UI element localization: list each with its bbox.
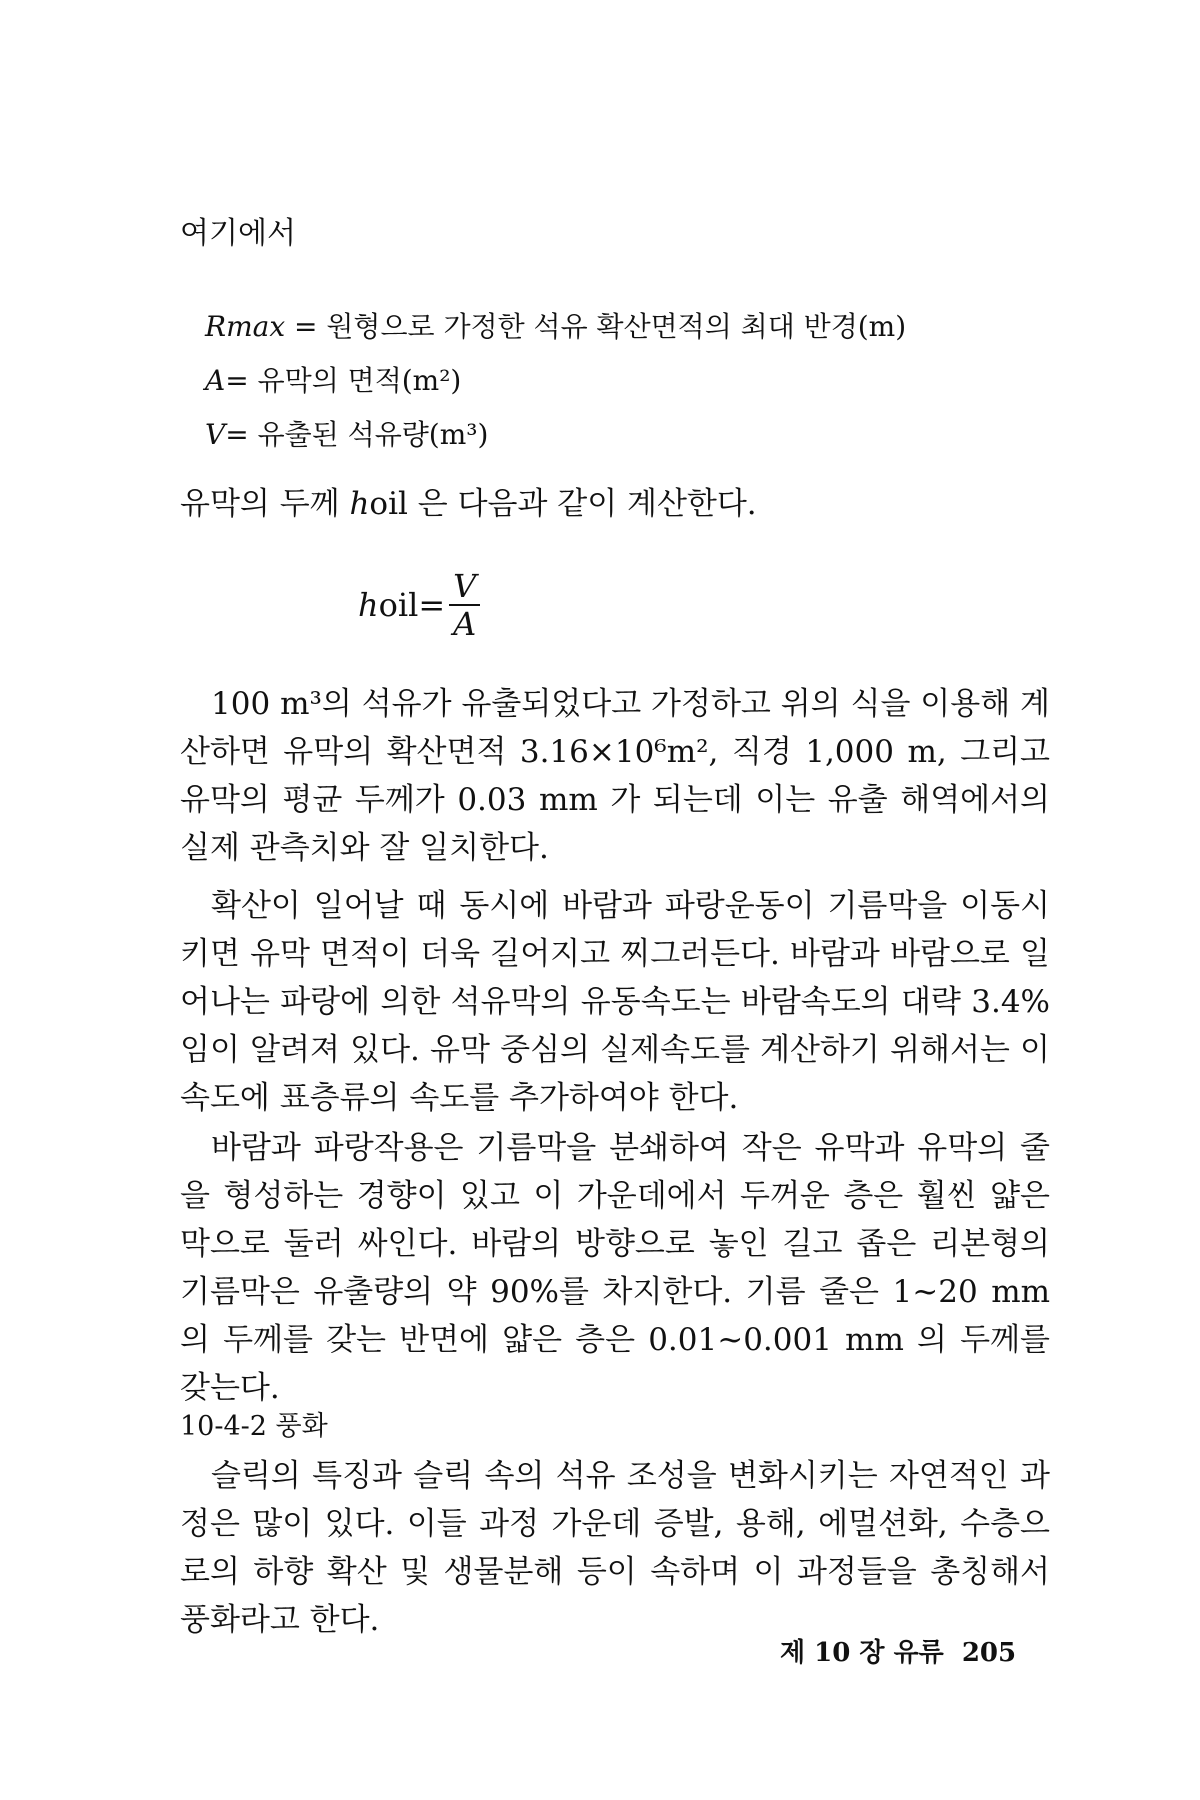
definition-symbol: Rmax	[205, 310, 286, 343]
section-paragraph: 슬릭의 특징과 슬릭 속의 석유 조성을 변화시키는 자연적인 과정은 많이 있다. 이들 과정 가운데 증발, 용해, 에멀션화, 수층으로의 하향 확산 및 생물분해 등이 속하며 이 과정들을 총칭해서 풍화라고 한다.	[180, 1458, 1050, 1638]
definition-text: = 유막의 면적(m²)	[225, 364, 462, 397]
formula-equals: =	[418, 586, 446, 624]
formula-denominator: A	[453, 605, 477, 643]
formula-lhs-var: h	[358, 586, 379, 624]
formula-lhs-rest: oil	[378, 586, 419, 624]
formula-numerator: V	[449, 568, 480, 606]
formula-lead-text	[180, 478, 1050, 523]
lead-text-before: 유막의 두께	[180, 486, 350, 522]
definition-text: = 원형으로 가정한 석유 확산면적의 최대 반경(m)	[285, 310, 907, 343]
paragraph: 100 m³의 석유가 유출되었다고 가정하고 위의 식을 이용해 계산하면 유막의 확산면적 3.16×10⁶m², 직경 1,000 m, 그리고 유막의 평균 두께가 0.03 mm 가 되는데 이는 유출 해역에서의 실제 관측치와 잘 일치한다.	[180, 686, 1050, 866]
definition-text: = 유출된 석유량(m³)	[225, 418, 489, 451]
section-heading: 10-4-2 풍화	[180, 1411, 328, 1442]
definition-list	[205, 300, 1075, 462]
oil-thickness-formula	[358, 568, 480, 642]
page-number: 205	[961, 1638, 1017, 1668]
definition-rmax	[205, 300, 1075, 354]
intro-text: 여기에서	[180, 216, 296, 251]
page-footer	[780, 1632, 1016, 1669]
lead-variable: h	[349, 486, 370, 522]
footer-chapter: 제 10 장 유류	[780, 1638, 944, 1668]
definition-a	[205, 354, 1075, 408]
paragraph: 바람과 파랑작용은 기름막을 분쇄하여 작은 유막과 유막의 줄을 형성하는 경향이 있고 이 가운데에서 두꺼운 층은 훨씬 얇은 막으로 둘러 싸인다. 바람의 방향으로 놓인 길고 좁은 리본형의 기름막은 유출량의 약 90%를 차지한다. 기름 줄은 1~20 mm 의 두께를 갖는 반면에 얇은 층은 0.01~0.001 mm 의 두께를 갖는다.	[180, 1130, 1050, 1406]
formula-fraction	[449, 568, 480, 642]
lead-text-after: oil 은 다음과 같이 계산한다.	[369, 486, 757, 522]
definition-symbol: V	[205, 418, 226, 451]
definition-symbol: A	[205, 364, 226, 397]
paragraph: 확산이 일어날 때 동시에 바람과 파랑운동이 기름막을 이동시키면 유막 면적이 더욱 길어지고 찌그러든다. 바람과 바람으로 일어나는 파랑에 의한 석유막의 유동속도는 바람속도의 대략 3.4%임이 알려져 있다. 유막 중심의 실제속도를 계산하기 위해서는 이 속도에 표층류의 속도를 추가하여야 한다.	[180, 888, 1050, 1116]
definition-v	[205, 408, 1075, 462]
